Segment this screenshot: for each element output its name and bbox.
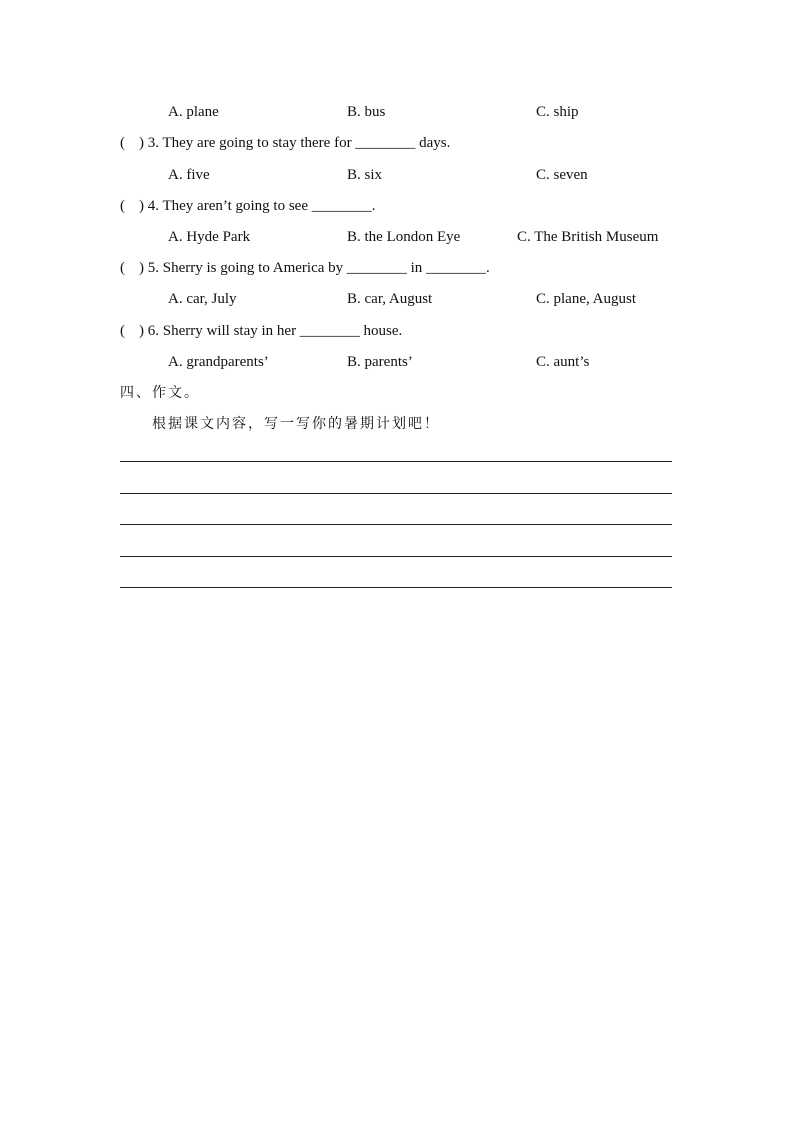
q5-option-a: A. car, July (168, 291, 237, 307)
q3-option-a: A. five (168, 167, 210, 183)
writing-line[interactable] (120, 493, 672, 494)
question-4 (120, 197, 376, 215)
question-text: 3. They are going to stay there for ________ days. (147, 135, 451, 151)
question-6 (120, 322, 402, 340)
q5-option-c: C. plane, August (536, 291, 636, 307)
answer-paren-close: ) (139, 323, 144, 339)
q2-option-c: C. ship (536, 104, 579, 120)
question-3 (120, 134, 450, 152)
q6-option-c: C. aunt’s (536, 354, 590, 370)
question-text: 6. Sherry will stay in her ________ house. (147, 323, 403, 339)
answer-paren-close: ) (139, 135, 144, 151)
section-instruction: 根据课文内容，写一写你的暑期计划吧！ (152, 416, 440, 432)
q2-option-b: B. bus (347, 104, 386, 120)
question-5 (120, 259, 490, 277)
answer-paren-open: ( (120, 323, 125, 339)
question-text: 4. They aren’t going to see ________. (147, 198, 376, 214)
question-text: 5. Sherry is going to America by ________ in ________. (147, 260, 490, 276)
q6-option-a: A. grandparents’ (168, 354, 269, 370)
answer-paren-open: ( (120, 198, 125, 214)
answer-paren-close: ) (139, 198, 144, 214)
answer-paren-open: ( (120, 260, 125, 276)
answer-paren-open: ( (120, 135, 125, 151)
writing-line[interactable] (120, 461, 672, 462)
q5-option-b: B. car, August (347, 291, 433, 307)
writing-line[interactable] (120, 556, 672, 557)
q4-option-b: B. the London Eye (347, 229, 461, 245)
q2-option-a: A. plane (168, 104, 219, 120)
q6-option-b: B. parents’ (347, 354, 413, 370)
q3-option-c: C. seven (536, 167, 588, 183)
writing-line[interactable] (120, 524, 672, 525)
section-heading: 四、作文。 (120, 385, 200, 401)
writing-line[interactable] (120, 587, 672, 588)
q4-option-c: C. The British Museum (517, 229, 659, 245)
answer-paren-close: ) (139, 260, 144, 276)
q4-option-a: A. Hyde Park (168, 229, 251, 245)
q3-option-b: B. six (347, 167, 383, 183)
